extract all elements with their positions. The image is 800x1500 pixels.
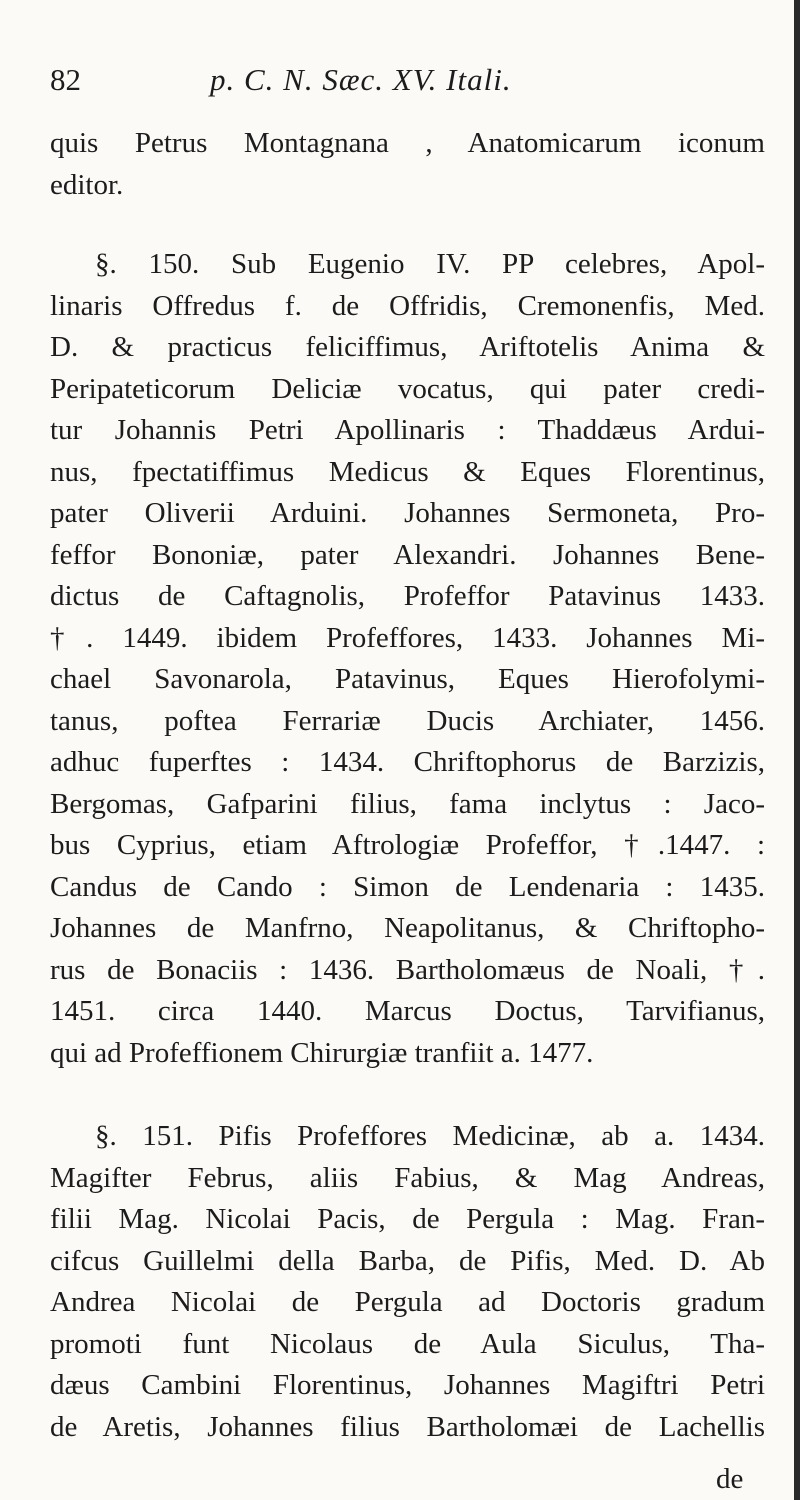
text-line: dæus Cambini Florentinus, Johannes Magiftri Petri [50,1369,765,1401]
text-line: bus Cyprius, etiam Aftrologiæ Profeffor, †.1447. : [50,829,765,861]
header-title: p. C. N. Sæc. XV. Itali. [210,62,512,97]
text-line: §. 150. Sub Eugenio IV. PP celebres, Apol- [95,248,765,280]
catchword: de [716,1463,744,1495]
text-line: editor. [50,168,124,201]
text-line: quis Petrus Montagnana , Anatomicarum iconum [50,127,765,159]
text-line: tanus, poftea Ferrariæ Ducis Archiater, 1456. [50,704,765,737]
text-body [50,123,765,1448]
text-line: Andrea Nicolai de Pergula ad Doctoris gradum [50,1286,765,1318]
text-line: Magifter Februs, aliis Fabius, & Mag Andreas, [50,1161,765,1194]
text-line: de Aretis, Johannes filius Bartholomæi de Lachellis [50,1410,765,1443]
text-line: nus, fpectatiffimus Medicus & Eques Florentinus, [50,455,765,488]
text-line: cifcus Guillelmi della Barba, de Pifis, Med. D. Ab [50,1244,765,1277]
text-line: §. 151. Pifis Profeffores Medicinæ, ab a. 1434. [95,1120,765,1152]
text-line: Candus de Cando : Simon de Lendenaria : 1435. [50,870,765,903]
text-line: adhuc fuperftes : 1434. Chriftophorus de Barzizis, [50,746,765,778]
text-line: pater Oliverii Arduini. Johannes Sermoneta, Pro- [50,497,765,529]
text-line: 1451. circa 1440. Marcus Doctus, Tarvifianus, [50,995,765,1027]
page-number: 82 [50,62,81,97]
text-line: qui ad Profeffionem Chirurgiæ tranfiit a. 1477. [50,1036,594,1069]
running-head [50,60,750,100]
paragraph-section-151 [50,1116,765,1448]
paragraph-section-150 [50,244,765,1074]
text-line: linaris Offredus f. de Offridis, Cremonenfis, Med. [50,289,765,322]
text-line: feffor Bononiæ, pater Alexandri. Johannes Bene- [50,538,765,571]
text-line: tur Johannis Petri Apollinaris : Thaddæus Ardui- [50,414,765,446]
text-line: Johannes de Manfrno, Neapolitanus, & Chriftopho- [50,912,765,944]
paragraph-intro [50,123,765,206]
text-line: D. & practicus feliciffimus, Ariftotelis Anima & [50,331,765,363]
page-edge-shadow [794,0,800,1500]
text-line: chael Savonarola, Patavinus, Eques Hierofolymi- [50,663,765,695]
text-line: †. 1449. ibidem Profeffores, 1433. Johannes Mi- [50,621,765,654]
text-line: Bergomas, Gafparini filius, fama inclytus : Jaco- [50,787,765,820]
text-line: rus de Bonaciis : 1436. Bartholomæus de Noali, †. [50,953,765,986]
text-line: promoti funt Nicolaus de Aula Siculus, Tha- [50,1327,765,1360]
text-line: dictus de Caftagnolis, Profeffor Patavinus 1433. [50,580,765,612]
text-line: filii Mag. Nicolai Pacis, de Pergula : Mag. Fran- [50,1203,765,1235]
text-line: Peripateticorum Deliciæ vocatus, qui pater credi- [50,372,765,405]
